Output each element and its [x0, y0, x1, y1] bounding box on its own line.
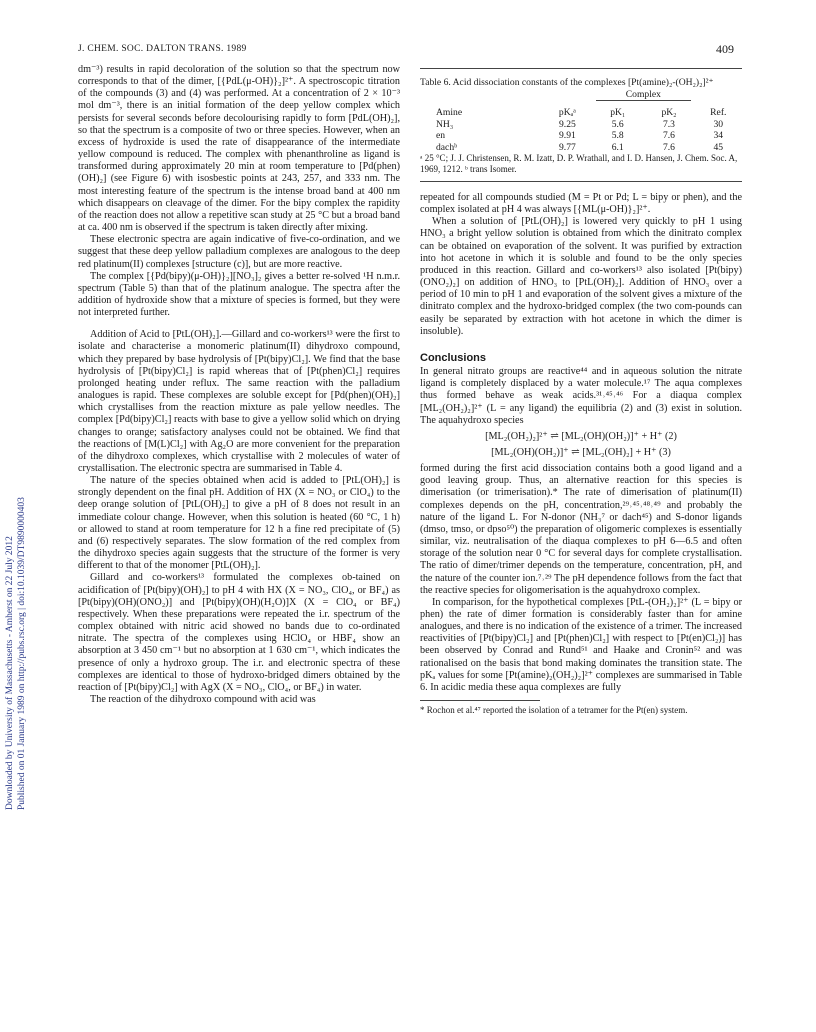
table-row	[420, 142, 742, 154]
table-footnote: ᵃ 25 °C; J. J. Christensen, R. M. Izatt, D. P. Wrathall, and I. D. Hansen, J. Chem. Soc. A, 1969, 1212. ᵇ trans Isomer.	[420, 153, 738, 174]
table-cell: en	[436, 130, 446, 141]
table-header: pK₂	[661, 107, 677, 118]
table-header: Ref.	[710, 107, 727, 118]
paragraph: In general nitrato groups are reactive⁴⁴ and in aqueous solution the nitrate ligand is completely displaced by a water molecule.¹⁷ The aqua complexes thus formed behave as weak acids.³¹˒⁴⁵˒⁴⁶ For a diaqua complex [ML₂(OH₂)₂]²⁺ (L = any ligand) the equilibria (2) and (3) exist in solution. The aquahydroxo species	[420, 366, 742, 426]
table-header: Amine	[436, 107, 463, 118]
paragraph: Gillard and co-workers¹³ formulated the complexes ob-tained on acidification of [Pt(bipy)(OH)₂] to pH 4 with HX (X = NO₃, ClO₄, or BF₄) as [Pt(bipy)(OH)(ONO₂)] and [Pt(bipy)(OH)(H₂O)]X (X = ClO₄ or BF₄) respectively. When these preparations were repeated the i.r. spectrum of the complex obtained with nitric acid showed no bands due to co-ordinated nitrate. The spectra of the complexes using HClO₄ or HBF₄ show an absorption at 3 450 cm⁻¹ but no absorption at 1 630 cm⁻¹, which indicates the presence of only a hydroxo group. The i.r. and electronic spectra of these complexes are identical to those of hydroxo-bridged dimers obtained by the reaction of [Pt(bipy)Cl₂] with AgX (X = NO₃, ClO₄, or BF₄) in water.	[78, 572, 400, 693]
paragraph: formed during the first acid dissociation contains both a good ligand and a good leaving group. Thus, an alternative reaction for this species is dimerisation (or trimerisation).* The rate of dimerisation of platinum(II) complexes depends on the pH, concentration,²⁹˒⁴⁵˒⁴⁸˒⁴⁹ and probably the nature of the ligand L. For N-donor (NH₃⁷ or dach⁴⁵) and S-donor ligands (dmso, tmso, or dpso⁵⁰) the preparation of oligomeric complexes is essentially similar, viz. neutralisation of the diaqua complexes to pH 6—6.5 and often storage of the solution near 0 °C for several days for complete crystallisation. The ratio of dimer/trimer depends on the temperature, concentration, pH, and the nature of the counter ion.⁷˒²⁹ The pH dependence follows from the fact that the reactive species for oligomerisation is the aquahydroxo complex.	[420, 463, 742, 596]
running-header: J. CHEM. SOC. DALTON TRANS. 1989	[78, 44, 247, 54]
table-cell: 6.1	[611, 141, 624, 153]
acid-dissociation-table	[420, 89, 742, 154]
download-line: Downloaded by University of Massachusetts - Amherst on 22 July 2012	[5, 536, 15, 810]
publication-line: Published on 01 January 1989 on http://pubs.rsc.org | doi:10.1039/DT9890000403	[17, 497, 27, 810]
left-column	[78, 64, 400, 706]
table-cell: 7.6	[662, 130, 675, 141]
paragraph: These electronic spectra are again indicative of five-co-ordination, and we suggest that these deep yellow palladium complexes are analogous to the deep red platinum(II) complexes [structure (c)], but are more reactive.	[78, 234, 400, 270]
paragraph: When a solution of [PtL(OH)₂] is lowered very quickly to pH 1 using HNO₃ a bright yellow solution is obtained from which the dinitrato complex can be obtained on evaporation of the solvent. It was purified by extraction into hot acetone in which it is soluble and found to be the only species produced in this reaction. Gillard and co-workers¹³ also isolated [Pt(bipy)(ONO₂)₂] on addition of HNO₃ to [PtL(OH)₂]. Addition of HNO₃ over a period of 10 min to pH 1 and evaporation of the solvent gives a mixture of the dinitrato complex and the hydroxo-bridged complex (the two com-pounds can easily be separated by extraction with hot acetone in which the dimer is insoluble).	[420, 216, 742, 337]
section-heading: Conclusions	[420, 351, 487, 364]
download-watermark	[4, 50, 28, 810]
paragraph: The reaction of the dihydroxo compound with acid was	[90, 693, 316, 705]
paragraph: In comparison, for the hypothetical complexes [PtL-(OH₂)₂]²⁺ (L = bipy or phen) the rate of dimer formation is considerably faster than for amine analogues, and there is no indication of the existence of a trimer. The increased reactivities of [Pt(bipy)Cl₂] and [Pt(phen)Cl₂] with respect to [Pt(en)Cl₂)] has been observed by Conrad and Rund⁵¹ and Haake and Cronin⁵² and was rationalised on the basis that bond making dominates the transition state. The pKₐ values for some [Pt(amine)₂(OH₂)₂]²⁺ complexes are summarised in Table 6. In acidic media these aqua complexes are fully	[420, 596, 743, 693]
table-group-label: Complex	[625, 88, 661, 100]
table-cell: dachᵇ	[436, 141, 458, 153]
table-cell: 30	[713, 118, 724, 130]
paragraph: dm⁻³) results in rapid decoloration of the solution so that the spectrum now corresponds to that of the dimer, [{PdL(μ-OH)}₂]²⁺. A spectroscopic titration of the compounds (3) and (4) was performed. At a concentration of 2 × 10⁻³ mol dm⁻³, there is an initial formation of the deep yellow complex which persists for several seconds before decolourising rapidly to form [PdL(OH)₂], so that the spectrum is a composite of two or three species. However, when an excess of hydroxide is used the rate of disappearance of the intermediate yellow compound is reduced. The complex with phenanthroline as ligand is transformed during approximately 20 min at room temperature to [Pd(phen)(OH)₂] (see Figure 6) with isosbestic points at 243, 257, and 333 nm. The most interesting feature of the spectrum is the intense broad band at 400 nm which disappears on cleavage of the dimer. For the bipy complex the rapidity of the reaction does not allow a repetitive scan study at 25 °C but a broad band at ca. 400 nm is observed if the spectrum is taken directly after mixing.	[78, 64, 400, 234]
right-column	[420, 62, 742, 716]
table-cell: 9.25	[559, 118, 576, 130]
table-cell: 9.91	[559, 130, 576, 141]
footnote-rule	[420, 700, 540, 701]
table-row	[420, 119, 742, 131]
table-cell: 45	[713, 141, 724, 153]
equation-2: [ML₂(OH₂)₂]²⁺ ⇌ [ML₂(OH)(OH₂)]⁺ + H⁺ (2)	[485, 430, 677, 442]
table-cell: 5.6	[611, 118, 624, 130]
table-cell: 7.6	[662, 141, 675, 153]
page-number: 409	[716, 42, 734, 56]
table-row	[420, 130, 742, 142]
table-cell: 5.8	[611, 130, 624, 141]
footnote: * Rochon et al.⁴⁷ reported the isolation of a tetramer for the Pt(en) system.	[420, 705, 688, 716]
table-header: pKₐᵃ	[558, 107, 576, 118]
paragraph: repeated for all compounds studied (M = Pt or Pd; L = bipy or phen), and the complex isolated at pH 4 was always [{ML(μ-OH)}₂]²⁺.	[420, 192, 742, 216]
table-header: pK₁	[610, 107, 626, 118]
paragraph: Addition of Acid to [PtL(OH)₂].—Gillard and co-workers¹³ were the first to isolate and characterise a monomeric platinum(II) dihydroxo compound, which they prepared by base hydrolysis of [Pt(bipy)Cl₂]. We find that the base hydrolysis of [Pt(bipy)Cl₂] is rapid whereas that of [Pt(phen)Cl₂] requires prolonged heating under reflux. The same reaction with the palladium analogues is rapid. These complexes are soluble except for [Pd(phen)(OH)₂] which crystallises from the reaction mixture as pale yellow needles. The complex [Pd(bipy)Cl₂] reacts with base to give a yellow solid which on drying changes to orange; satisfactory analyses could not be obtained. We find that the reactions of [M(L)Cl₂] with Ag₂O are more convenient for the preparation of the dihydroxo complexes, which crystallise with 2 molecules of water of crystallisation. The electronic spectra are summarised in Table 4.	[78, 329, 400, 474]
table-cell: 7.3	[662, 118, 675, 130]
paragraph: The complex [{Pd(bipy)(μ-OH)}₂][NO₃]₂ gives a better re-solved ¹H n.m.r. spectrum (Table 5) than that of the platinum analogue. The spectra after the addition of hydroxide show that a mixture of species is formed, but they were not interpreted further.	[78, 270, 400, 319]
paragraph: The nature of the species obtained when acid is added to [PtL(OH)₂] is strongly dependent on the final pH. Addition of HX (X = NO₃ or ClO₄) to the deep orange solution of [PtL(OH)₂] to give a pH of 8 does not result in an immediate colour change. However, when this solution is heated (60 °C, 1 h) or allowed to stand at room temperature for 12 h a fine red precipitate of (5) and (6) respectively separates. The slow formation of the red complex from the dihydroxo species again suggests that the structure of the former is very different to that of the monomer [PtL(OH)₂].	[78, 475, 400, 572]
equation-3: [ML₂(OH)(OH₂)]⁺ ⇌ [ML₂(OH)₂] + H⁺ (3)	[491, 446, 671, 458]
group-brace	[596, 100, 690, 107]
table-cell: 9.77	[559, 141, 576, 153]
table-cell: NH₃	[436, 118, 454, 130]
table-top-rule	[420, 68, 742, 69]
table-caption: Table 6. Acid dissociation constants of the complexes [Pt(amine)₂-(OH₂)₂]²⁺	[420, 77, 714, 88]
table-cell: 34	[713, 130, 724, 141]
table-bottom-rule	[420, 181, 742, 182]
